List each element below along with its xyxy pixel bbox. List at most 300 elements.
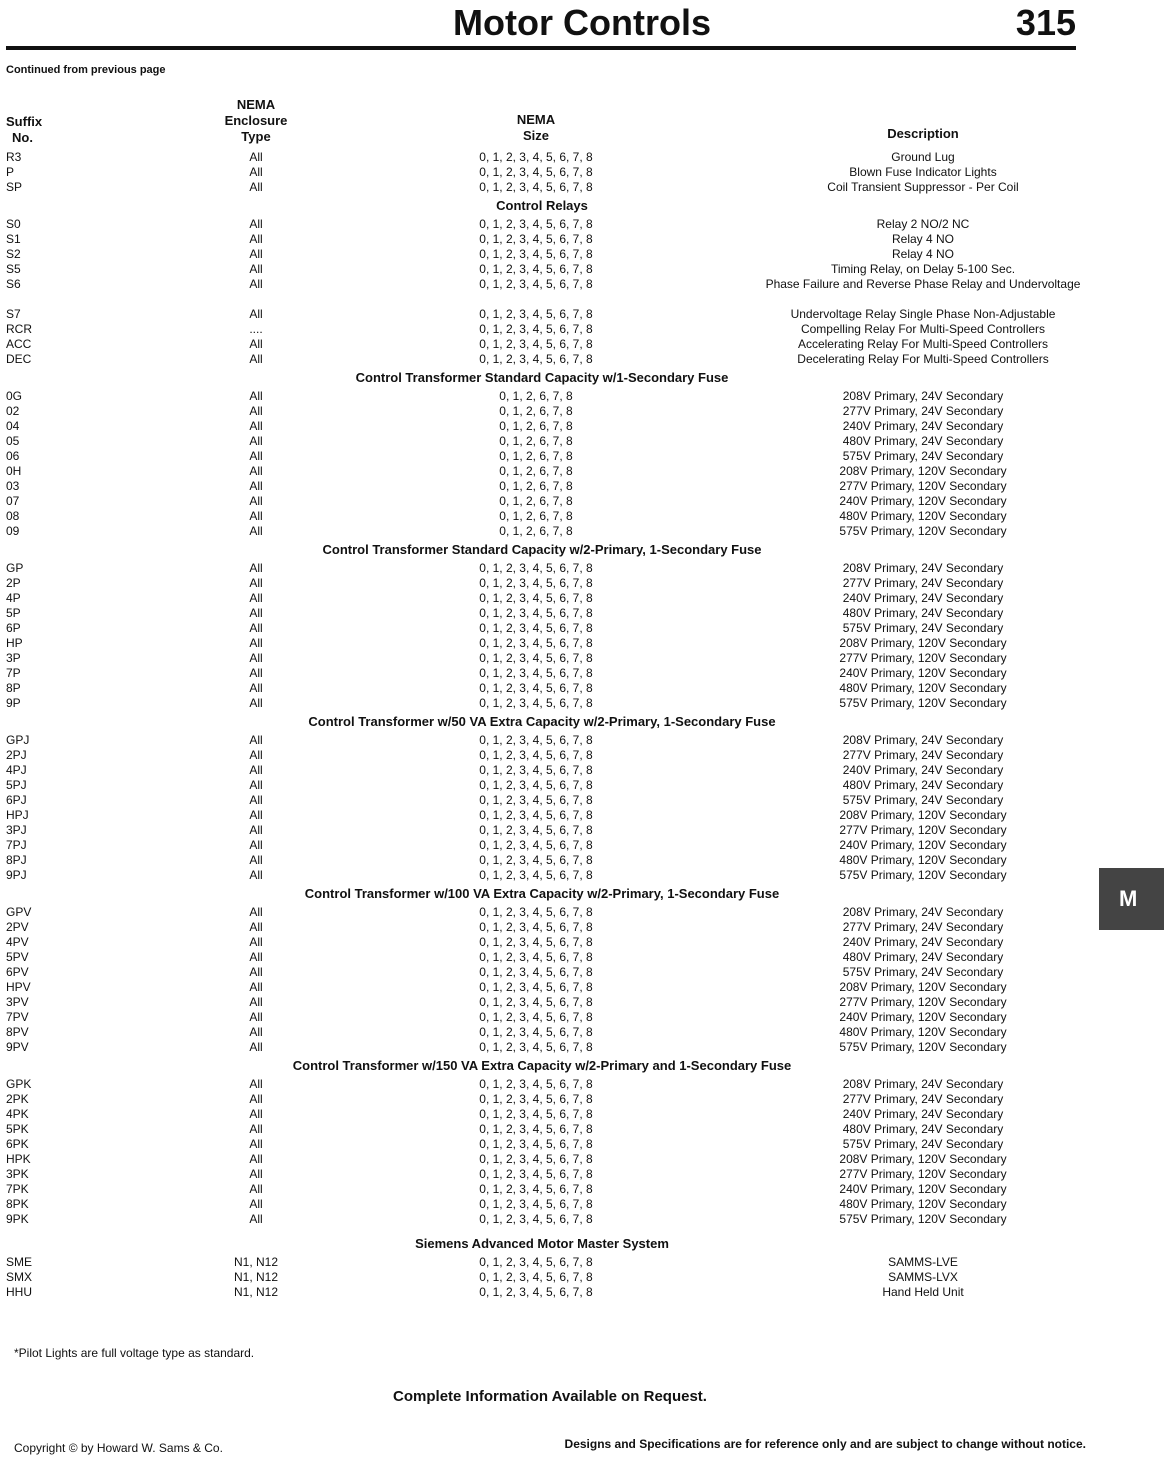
suffix-cell: GPV	[6, 905, 32, 919]
description-cell: 208V Primary, 24V Secondary	[842, 905, 1004, 919]
size-cell: 0, 1, 2, 3, 4, 5, 6, 7, 8	[479, 322, 593, 336]
size-cell: 0, 1, 2, 3, 4, 5, 6, 7, 8	[479, 1092, 593, 1106]
suffix-cell: 7PV	[6, 1010, 29, 1024]
table-row	[0, 808, 1164, 823]
enclosure-cell: All	[249, 262, 263, 276]
enclosure-cell: All	[249, 905, 263, 919]
enclosure-cell: All	[249, 1137, 263, 1151]
description-cell: 208V Primary, 120V Secondary	[839, 1152, 1007, 1166]
enclosure-cell: All	[249, 995, 263, 1009]
suffix-cell: 07	[6, 494, 20, 508]
size-cell: 0, 1, 2, 3, 4, 5, 6, 7, 8	[479, 1285, 593, 1299]
suffix-cell: 2PJ	[6, 748, 27, 762]
suffix-cell: 09	[6, 524, 20, 538]
enclosure-cell: All	[249, 180, 263, 194]
description-cell: 240V Primary, 120V Secondary	[839, 838, 1007, 852]
description-cell: 208V Primary, 24V Secondary	[842, 389, 1004, 403]
table-row	[0, 307, 1164, 322]
suffix-cell: 6PV	[6, 965, 29, 979]
table-row	[0, 778, 1164, 793]
suffix-cell: HPJ	[6, 808, 29, 822]
enclosure-cell: All	[249, 1025, 263, 1039]
table-row	[0, 965, 1164, 980]
notice: Designs and Specifications are for reference only and are subject to change without notice.	[564, 1437, 1086, 1451]
table-row	[0, 1010, 1164, 1025]
suffix-cell: 3PJ	[6, 823, 27, 837]
size-cell: 0, 1, 2, 6, 7, 8	[499, 389, 573, 403]
enclosure-cell: All	[249, 748, 263, 762]
description-cell: 208V Primary, 120V Secondary	[839, 808, 1007, 822]
enclosure-cell: All	[249, 464, 263, 478]
description-cell: 480V Primary, 24V Secondary	[842, 1122, 1004, 1136]
description-cell: 240V Primary, 120V Secondary	[839, 1010, 1007, 1024]
section-heading-text: Control Transformer Standard Capacity w/2-Primary, 1-Secondary Fuse	[322, 542, 762, 557]
suffix-cell: S2	[6, 247, 21, 261]
description-cell: 575V Primary, 24V Secondary	[842, 1137, 1004, 1151]
section-heading-text: Control Transformer w/100 VA Extra Capacity w/2-Primary, 1-Secondary Fuse	[304, 886, 780, 901]
enclosure-cell: All	[249, 479, 263, 493]
suffix-cell: HHU	[6, 1285, 32, 1299]
enclosure-cell: All	[249, 404, 263, 418]
table-row	[0, 696, 1164, 711]
suffix-cell: 3PK	[6, 1167, 29, 1181]
enclosure-cell: All	[249, 1010, 263, 1024]
size-cell: 0, 1, 2, 3, 4, 5, 6, 7, 8	[479, 576, 593, 590]
description-cell: 480V Primary, 24V Secondary	[842, 606, 1004, 620]
description-cell: 277V Primary, 24V Secondary	[842, 576, 1004, 590]
description-cell: 277V Primary, 120V Secondary	[839, 995, 1007, 1009]
description-cell: 240V Primary, 24V Secondary	[842, 935, 1004, 949]
size-cell: 0, 1, 2, 3, 4, 5, 6, 7, 8	[479, 232, 593, 246]
suffix-header: Suffix No.	[6, 114, 43, 145]
page-number: 315	[1015, 2, 1076, 43]
enclosure-cell: All	[249, 150, 263, 164]
size-cell: 0, 1, 2, 3, 4, 5, 6, 7, 8	[479, 1137, 593, 1151]
suffix-cell: 9P	[6, 696, 21, 710]
table-row	[0, 1025, 1164, 1040]
table-row	[0, 621, 1164, 636]
size-cell: 0, 1, 2, 3, 4, 5, 6, 7, 8	[479, 920, 593, 934]
table-row	[0, 1040, 1164, 1055]
description-cell: Decelerating Relay For Multi-Speed Controllers	[797, 352, 1049, 366]
size-cell: 0, 1, 2, 3, 4, 5, 6, 7, 8	[479, 778, 593, 792]
description-cell: Ground Lug	[891, 150, 955, 164]
description-cell: 240V Primary, 120V Secondary	[839, 1182, 1007, 1196]
size-cell: 0, 1, 2, 3, 4, 5, 6, 7, 8	[479, 1010, 593, 1024]
size-cell: 0, 1, 2, 3, 4, 5, 6, 7, 8	[479, 150, 593, 164]
table-row	[0, 591, 1164, 606]
enclosure-cell: All	[249, 920, 263, 934]
table-row	[0, 180, 1164, 195]
section-heading	[0, 195, 1164, 217]
suffix-cell: 4PV	[6, 935, 29, 949]
suffix-cell: HP	[6, 636, 23, 650]
suffix-cell: SMX	[6, 1270, 33, 1284]
description-cell: 480V Primary, 24V Secondary	[842, 950, 1004, 964]
size-cell: 0, 1, 2, 6, 7, 8	[499, 449, 573, 463]
table-row	[0, 419, 1164, 434]
suffix-cell: GPK	[6, 1077, 32, 1091]
enclosure-cell: All	[249, 853, 263, 867]
enclosure-cell: All	[249, 1152, 263, 1166]
suffix-cell: 9PV	[6, 1040, 29, 1054]
enclosure-cell: All	[249, 636, 263, 650]
size-cell: 0, 1, 2, 3, 4, 5, 6, 7, 8	[479, 868, 593, 882]
description-cell: 575V Primary, 120V Secondary	[839, 1040, 1007, 1054]
size-cell: 0, 1, 2, 3, 4, 5, 6, 7, 8	[479, 621, 593, 635]
table-row	[0, 232, 1164, 247]
suffix-cell: 0H	[6, 464, 22, 478]
page-title: Motor Controls	[453, 2, 711, 43]
suffix-cell: 5PK	[6, 1122, 29, 1136]
table-row	[0, 838, 1164, 853]
size-cell: 0, 1, 2, 3, 4, 5, 6, 7, 8	[479, 636, 593, 650]
enclosure-header: NEMA Enclosure Type	[224, 97, 288, 144]
enclosure-cell: All	[249, 868, 263, 882]
table-row	[0, 1122, 1164, 1137]
enclosure-cell: All	[249, 1092, 263, 1106]
table-row	[0, 905, 1164, 920]
enclosure-cell: All	[249, 666, 263, 680]
table-row	[0, 509, 1164, 524]
description-cell: 480V Primary, 120V Secondary	[839, 853, 1007, 867]
suffix-cell: 8P	[6, 681, 21, 695]
size-cell: 0, 1, 2, 3, 4, 5, 6, 7, 8	[479, 561, 593, 575]
enclosure-cell: All	[249, 965, 263, 979]
enclosure-cell: All	[249, 1040, 263, 1054]
suffix-cell: 4PJ	[6, 763, 27, 777]
description-cell: 240V Primary, 24V Secondary	[842, 419, 1004, 433]
description-cell: Blown Fuse Indicator Lights	[849, 165, 997, 179]
description-cell: 240V Primary, 24V Secondary	[842, 591, 1004, 605]
table-row	[0, 950, 1164, 965]
description-cell: Relay 4 NO	[891, 232, 955, 246]
table-row	[0, 449, 1164, 464]
suffix-cell: HPK	[6, 1152, 31, 1166]
size-cell: 0, 1, 2, 3, 4, 5, 6, 7, 8	[479, 823, 593, 837]
size-cell: 0, 1, 2, 3, 4, 5, 6, 7, 8	[479, 995, 593, 1009]
suffix-cell: S0	[6, 217, 21, 231]
description-cell: 277V Primary, 24V Secondary	[842, 1092, 1004, 1106]
table-row	[0, 322, 1164, 337]
table-row	[0, 1182, 1164, 1197]
suffix-cell: 4PK	[6, 1107, 29, 1121]
table-row	[0, 217, 1164, 232]
size-cell: 0, 1, 2, 6, 7, 8	[499, 464, 573, 478]
description-cell: 480V Primary, 120V Secondary	[839, 681, 1007, 695]
size-cell: 0, 1, 2, 3, 4, 5, 6, 7, 8	[479, 696, 593, 710]
enclosure-cell: All	[249, 793, 263, 807]
suffix-cell: 08	[6, 509, 20, 523]
size-cell: 0, 1, 2, 3, 4, 5, 6, 7, 8	[479, 965, 593, 979]
enclosure-cell: All	[249, 576, 263, 590]
size-cell: 0, 1, 2, 3, 4, 5, 6, 7, 8	[479, 808, 593, 822]
table-row	[0, 524, 1164, 539]
enclosure-cell: ....	[249, 322, 263, 336]
table-row	[0, 352, 1164, 367]
suffix-cell: 4P	[6, 591, 21, 605]
suffix-cell: RCR	[6, 322, 32, 336]
suffix-cell: 9PK	[6, 1212, 29, 1226]
description-cell: 277V Primary, 120V Secondary	[839, 651, 1007, 665]
suffix-cell: 3PV	[6, 995, 29, 1009]
suffix-cell: 2PV	[6, 920, 29, 934]
description-cell: 575V Primary, 120V Secondary	[839, 868, 1007, 882]
size-cell: 0, 1, 2, 3, 4, 5, 6, 7, 8	[479, 1197, 593, 1211]
enclosure-cell: All	[249, 651, 263, 665]
section-heading-text: Control Transformer w/150 VA Extra Capacity w/2-Primary and 1-Secondary Fuse	[292, 1058, 792, 1073]
suffix-cell: 0G	[6, 389, 23, 403]
size-cell: 0, 1, 2, 3, 4, 5, 6, 7, 8	[479, 748, 593, 762]
size-cell: 0, 1, 2, 3, 4, 5, 6, 7, 8	[479, 307, 593, 321]
enclosure-cell: All	[249, 509, 263, 523]
size-cell: 0, 1, 2, 3, 4, 5, 6, 7, 8	[479, 180, 593, 194]
description-cell: Relay 4 NO	[891, 247, 955, 261]
description-cell: 480V Primary, 120V Secondary	[839, 1025, 1007, 1039]
table-row	[0, 1107, 1164, 1122]
section-heading	[0, 367, 1164, 389]
suffix-cell: 7P	[6, 666, 21, 680]
enclosure-cell: All	[249, 606, 263, 620]
enclosure-cell: All	[249, 696, 263, 710]
table-row	[0, 1152, 1164, 1167]
suffix-cell: 8PV	[6, 1025, 29, 1039]
table-row	[0, 1255, 1164, 1270]
size-cell: 0, 1, 2, 3, 4, 5, 6, 7, 8	[479, 935, 593, 949]
enclosure-cell: All	[249, 980, 263, 994]
suffix-cell: 2PK	[6, 1092, 29, 1106]
enclosure-cell: N1, N12	[233, 1270, 279, 1284]
size-cell: 0, 1, 2, 3, 4, 5, 6, 7, 8	[479, 763, 593, 777]
size-cell: 0, 1, 2, 3, 4, 5, 6, 7, 8	[479, 352, 593, 366]
table-row	[0, 606, 1164, 621]
table-row	[0, 1285, 1164, 1300]
enclosure-cell: All	[249, 763, 263, 777]
size-cell: 0, 1, 2, 3, 4, 5, 6, 7, 8	[479, 247, 593, 261]
suffix-cell: S5	[6, 262, 21, 276]
section-heading-text: Control Transformer w/50 VA Extra Capacity w/2-Primary, 1-Secondary Fuse	[308, 714, 776, 729]
enclosure-cell: All	[249, 1077, 263, 1091]
size-cell: 0, 1, 2, 3, 4, 5, 6, 7, 8	[479, 591, 593, 605]
table-row	[0, 479, 1164, 494]
description-cell: 480V Primary, 24V Secondary	[842, 434, 1004, 448]
description-cell: 480V Primary, 120V Secondary	[839, 1197, 1007, 1211]
description-cell: Compelling Relay For Multi-Speed Controllers	[800, 322, 1046, 336]
description-cell: SAMMS-LVE	[888, 1255, 958, 1269]
size-cell: 0, 1, 2, 3, 4, 5, 6, 7, 8	[479, 1122, 593, 1136]
description-cell: 575V Primary, 120V Secondary	[839, 524, 1007, 538]
description-cell: 240V Primary, 24V Secondary	[842, 1107, 1004, 1121]
description-cell: 208V Primary, 24V Secondary	[842, 733, 1004, 747]
description-cell: 240V Primary, 120V Secondary	[839, 666, 1007, 680]
size-cell: 0, 1, 2, 3, 4, 5, 6, 7, 8	[479, 950, 593, 964]
table-row	[0, 337, 1164, 352]
enclosure-cell: All	[249, 434, 263, 448]
enclosure-cell: All	[249, 524, 263, 538]
description-cell: 208V Primary, 120V Secondary	[839, 636, 1007, 650]
size-cell: 0, 1, 2, 3, 4, 5, 6, 7, 8	[479, 793, 593, 807]
description-cell: 480V Primary, 24V Secondary	[842, 778, 1004, 792]
suffix-cell: 6PJ	[6, 793, 27, 807]
size-cell: 0, 1, 2, 3, 4, 5, 6, 7, 8	[479, 980, 593, 994]
description-cell: 208V Primary, 24V Secondary	[842, 561, 1004, 575]
description-cell: 575V Primary, 120V Secondary	[839, 696, 1007, 710]
size-cell: 0, 1, 2, 3, 4, 5, 6, 7, 8	[479, 165, 593, 179]
table-row	[0, 576, 1164, 591]
suffix-cell: S7	[6, 307, 21, 321]
suffix-cell: 06	[6, 449, 20, 463]
enclosure-cell: All	[249, 1182, 263, 1196]
table-row	[0, 404, 1164, 419]
suffix-cell: DEC	[6, 352, 32, 366]
table-row	[0, 980, 1164, 995]
enclosure-cell: All	[249, 352, 263, 366]
description-cell: 575V Primary, 120V Secondary	[839, 1212, 1007, 1226]
description-cell: 277V Primary, 120V Secondary	[839, 823, 1007, 837]
enclosure-cell: All	[249, 950, 263, 964]
size-header: NEMA Size	[516, 112, 556, 143]
table-row	[0, 763, 1164, 778]
section-heading	[0, 539, 1164, 561]
table-row	[0, 823, 1164, 838]
suffix-cell: GPJ	[6, 733, 30, 747]
table-row	[0, 651, 1164, 666]
table-row	[0, 793, 1164, 808]
table-row	[0, 681, 1164, 696]
enclosure-cell: All	[249, 449, 263, 463]
table-row	[0, 868, 1164, 883]
enclosure-cell: All	[249, 277, 263, 291]
suffix-cell: P	[6, 165, 15, 179]
suffix-cell: SP	[6, 180, 23, 194]
copyright: Copyright © by Howard W. Sams & Co.	[14, 1441, 223, 1455]
table-row	[0, 262, 1164, 277]
enclosure-cell: All	[249, 232, 263, 246]
table-row	[0, 666, 1164, 681]
table-row	[0, 464, 1164, 479]
size-cell: 0, 1, 2, 3, 4, 5, 6, 7, 8	[479, 651, 593, 665]
description-cell: Accelerating Relay For Multi-Speed Controllers	[797, 337, 1049, 351]
table-row	[0, 434, 1164, 449]
size-cell: 0, 1, 2, 3, 4, 5, 6, 7, 8	[479, 1077, 593, 1091]
description-cell: 240V Primary, 24V Secondary	[842, 763, 1004, 777]
section-heading-text: Control Transformer Standard Capacity w/1-Secondary Fuse	[355, 370, 729, 385]
size-cell: 0, 1, 2, 3, 4, 5, 6, 7, 8	[479, 337, 593, 351]
suffix-cell: 02	[6, 404, 20, 418]
size-cell: 0, 1, 2, 3, 4, 5, 6, 7, 8	[479, 262, 593, 276]
size-cell: 0, 1, 2, 3, 4, 5, 6, 7, 8	[479, 838, 593, 852]
suffix-cell: GP	[6, 561, 24, 575]
size-cell: 0, 1, 2, 3, 4, 5, 6, 7, 8	[479, 905, 593, 919]
suffix-cell: 8PJ	[6, 853, 27, 867]
enclosure-cell: All	[249, 337, 263, 351]
size-cell: 0, 1, 2, 3, 4, 5, 6, 7, 8	[479, 666, 593, 680]
description-cell: 208V Primary, 120V Secondary	[839, 464, 1007, 478]
section-heading	[0, 1055, 1164, 1077]
suffix-cell: 6P	[6, 621, 21, 635]
complete-info: Complete Information Available on Request.	[393, 1388, 707, 1405]
suffix-cell: 5PJ	[6, 778, 27, 792]
size-cell: 0, 1, 2, 6, 7, 8	[499, 404, 573, 418]
table-row	[0, 636, 1164, 651]
section-heading	[0, 883, 1164, 905]
suffix-cell: 7PJ	[6, 838, 27, 852]
enclosure-cell: All	[249, 733, 263, 747]
description-cell: 575V Primary, 24V Secondary	[842, 449, 1004, 463]
description-header: Description	[887, 126, 959, 141]
enclosure-cell: All	[249, 419, 263, 433]
suffix-cell: R3	[6, 150, 22, 164]
enclosure-cell: All	[249, 1107, 263, 1121]
enclosure-cell: All	[249, 591, 263, 605]
size-cell: 0, 1, 2, 3, 4, 5, 6, 7, 8	[479, 1255, 593, 1269]
description-cell: Hand Held Unit	[882, 1285, 964, 1299]
enclosure-cell: All	[249, 561, 263, 575]
enclosure-cell: All	[249, 1122, 263, 1136]
enclosure-cell: All	[249, 247, 263, 261]
size-cell: 0, 1, 2, 6, 7, 8	[499, 419, 573, 433]
table-row	[0, 1167, 1164, 1182]
description-cell: Timing Relay, on Delay 5-100 Sec.	[830, 262, 1016, 276]
size-cell: 0, 1, 2, 3, 4, 5, 6, 7, 8	[479, 1212, 593, 1226]
suffix-cell: S6	[6, 277, 21, 291]
continued-note: Continued from previous page	[6, 64, 166, 76]
enclosure-cell: All	[249, 778, 263, 792]
description-cell: Undervoltage Relay Single Phase Non-Adjustable	[790, 307, 1056, 321]
table-row	[0, 935, 1164, 950]
enclosure-cell: All	[249, 1197, 263, 1211]
description-cell: SAMMS-LVX	[888, 1270, 958, 1284]
table-row	[0, 389, 1164, 404]
size-cell: 0, 1, 2, 3, 4, 5, 6, 7, 8	[479, 1025, 593, 1039]
enclosure-cell: All	[249, 389, 263, 403]
enclosure-cell: All	[249, 1212, 263, 1226]
suffix-cell: SME	[6, 1255, 33, 1269]
table-row	[0, 1092, 1164, 1107]
description-cell: Phase Failure and Reverse Phase Relay and Undervoltage	[765, 277, 1081, 291]
table-row	[0, 1137, 1164, 1152]
size-cell: 0, 1, 2, 3, 4, 5, 6, 7, 8	[479, 681, 593, 695]
table-row	[0, 1197, 1164, 1212]
description-cell: 575V Primary, 24V Secondary	[842, 621, 1004, 635]
enclosure-cell: All	[249, 681, 263, 695]
size-cell: 0, 1, 2, 3, 4, 5, 6, 7, 8	[479, 1107, 593, 1121]
description-cell: 277V Primary, 120V Secondary	[839, 1167, 1007, 1181]
suffix-cell: 2P	[6, 576, 21, 590]
table-row	[0, 247, 1164, 262]
description-cell: 277V Primary, 24V Secondary	[842, 404, 1004, 418]
size-cell: 0, 1, 2, 3, 4, 5, 6, 7, 8	[479, 217, 593, 231]
enclosure-cell: All	[249, 823, 263, 837]
size-cell: 0, 1, 2, 3, 4, 5, 6, 7, 8	[479, 277, 593, 291]
parts-table	[0, 150, 1164, 1300]
table-row	[0, 1212, 1164, 1227]
description-cell: Relay 2 NO/2 NC	[876, 217, 970, 231]
suffix-cell: 7PK	[6, 1182, 29, 1196]
table-row	[0, 1270, 1164, 1285]
enclosure-cell: All	[249, 165, 263, 179]
table-row	[0, 733, 1164, 748]
size-cell: 0, 1, 2, 3, 4, 5, 6, 7, 8	[479, 1182, 593, 1196]
size-cell: 0, 1, 2, 6, 7, 8	[499, 509, 573, 523]
table-row	[0, 561, 1164, 576]
size-cell: 0, 1, 2, 3, 4, 5, 6, 7, 8	[479, 606, 593, 620]
size-cell: 0, 1, 2, 3, 4, 5, 6, 7, 8	[479, 1040, 593, 1054]
enclosure-cell: All	[249, 307, 263, 321]
description-cell: Coil Transient Suppressor - Per Coil	[827, 180, 1019, 194]
size-cell: 0, 1, 2, 3, 4, 5, 6, 7, 8	[479, 1270, 593, 1284]
suffix-cell: 3P	[6, 651, 21, 665]
